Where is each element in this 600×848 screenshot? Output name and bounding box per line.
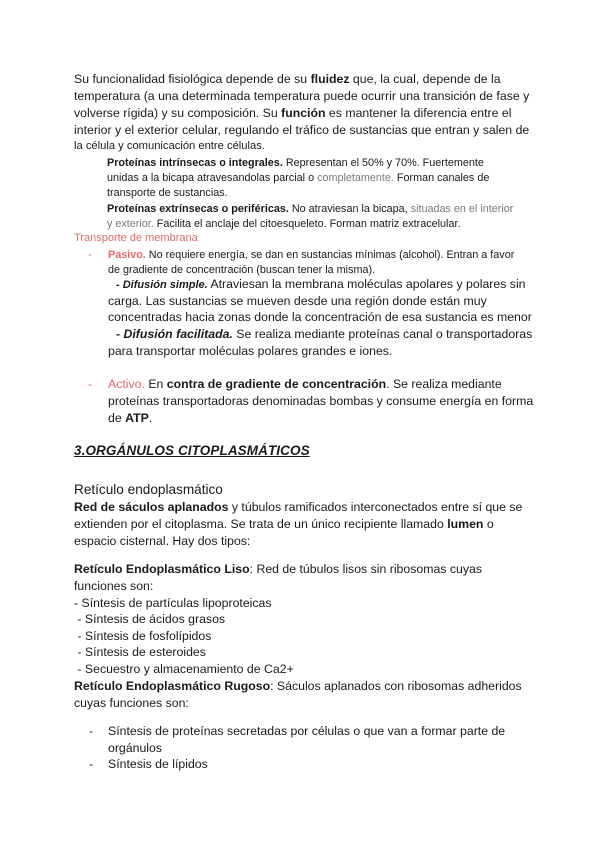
rer-item-2: Síntesis de lípidos [108,757,208,771]
rel-item: - Secuestro y almacenamiento de Ca2+ [74,662,294,676]
pasivo-line-2: de gradiente de concentración (buscan tener la misma). [108,264,376,276]
extrinsic-proteins-line-2: y exterior. Facilita el anclaje del citoesqueleto. Forman matriz extracelular. [107,218,461,230]
intro-line-3: volverse rígida) y su composición. Su función es mantener la diferencia entre el [74,106,512,120]
rer-line-1: Retículo Endoplasmático Rugoso: Sáculos aplanados con ribosomas adheridos [74,679,522,693]
rel-item: - Síntesis de esteroides [74,645,206,659]
difusion-simple-line-3: concentradas hacia zonas donde la concentración de esa sustancia es menor [108,310,532,324]
difusion-facilitada-line-1: - Difusión facilitada. Se realiza mediante proteínas canal o transportadoras [116,327,533,341]
re-line-1: Red de sáculos aplanados y túbulos ramificados interconectados entre sí que se [74,500,523,514]
rel-item: - Síntesis de fosfolípidos [74,629,212,643]
intro-line-5: la célula y comunicación entre células. [74,140,265,152]
pasivo-line-1: Pasivo. No requiere energía, se dan en sustancias mínimas (alcohol). Entran a favor [108,249,515,261]
difusion-simple-line-2: carga. Las sustancias se mueven desde una región donde están muy [108,294,487,308]
intro-line-1: Su funcionalidad fisiológica depende de su fluidez que, la cual, depende de la [74,72,501,86]
activo-line-3: de ATP. [108,411,153,425]
rel-line-2: funciones son: [74,579,154,593]
rer-bullet: - [89,724,94,738]
rer-item-1-line-2: orgánulos [108,741,163,755]
intro-line-2: temperatura (a una determinada temperatura puede ocurrir una transición de fase y [74,89,530,103]
re-line-3: espacio cisternal. Hay dos tipos: [74,534,251,548]
pasivo-bullet: - [88,249,92,261]
activo-line-1: Activo. En contra de gradiente de concentración. Se realiza mediante [108,377,502,391]
activo-line-2: proteínas transportadoras denominadas bombas y consume energía en forma [108,394,534,408]
re-line-2: extienden por el citoplasma. Se trata de un único recipiente llamado lumen o [74,517,494,531]
rel-item: - Síntesis de ácidos grasos [74,612,226,626]
section-heading: 3.ORGÁNULOS CITOPLASMÁTICOS [74,443,310,458]
difusion-facilitada-line-2: para transportar moléculas polares grandes e iones. [108,344,393,358]
rer-bullet: - [89,757,94,771]
activo-bullet: - [88,377,93,391]
transport-title: Transporte de membrana [74,232,198,244]
intrinsic-proteins-line-2: unidas a la bicapa atravesandolas parcial o completamente. Forman canales de [107,172,490,184]
extrinsic-proteins-line-1: Proteínas extrínsecas o periféricas. No atraviesan la bicapa, situadas en el interior [107,203,514,215]
intrinsic-proteins-line-3: transporte de sustancias. [107,187,228,199]
rer-line-2: cuyas funciones son: [74,696,189,710]
intrinsic-proteins-line-1: Proteínas intrínsecas o integrales. Representan el 50% y 70%. Fuertemente [107,157,484,169]
rer-item-1-line-1: Síntesis de proteínas secretadas por células o que van a formar parte de [108,724,506,738]
rel-line-1: Retículo Endoplasmático Liso: Red de túbulos lisos sin ribosomas cuyas [74,562,482,576]
intro-line-4: interior y el exterior celular, regulando el tráfico de sustancias que entran y salen de [74,123,530,137]
difusion-simple-line-1: - Difusión simple. Atraviesan la membrana moléculas apolares y polares sin [116,277,526,291]
re-title: Retículo endoplasmático [74,482,223,497]
rel-item: - Síntesis de partículas lipoproteicas [74,596,272,610]
